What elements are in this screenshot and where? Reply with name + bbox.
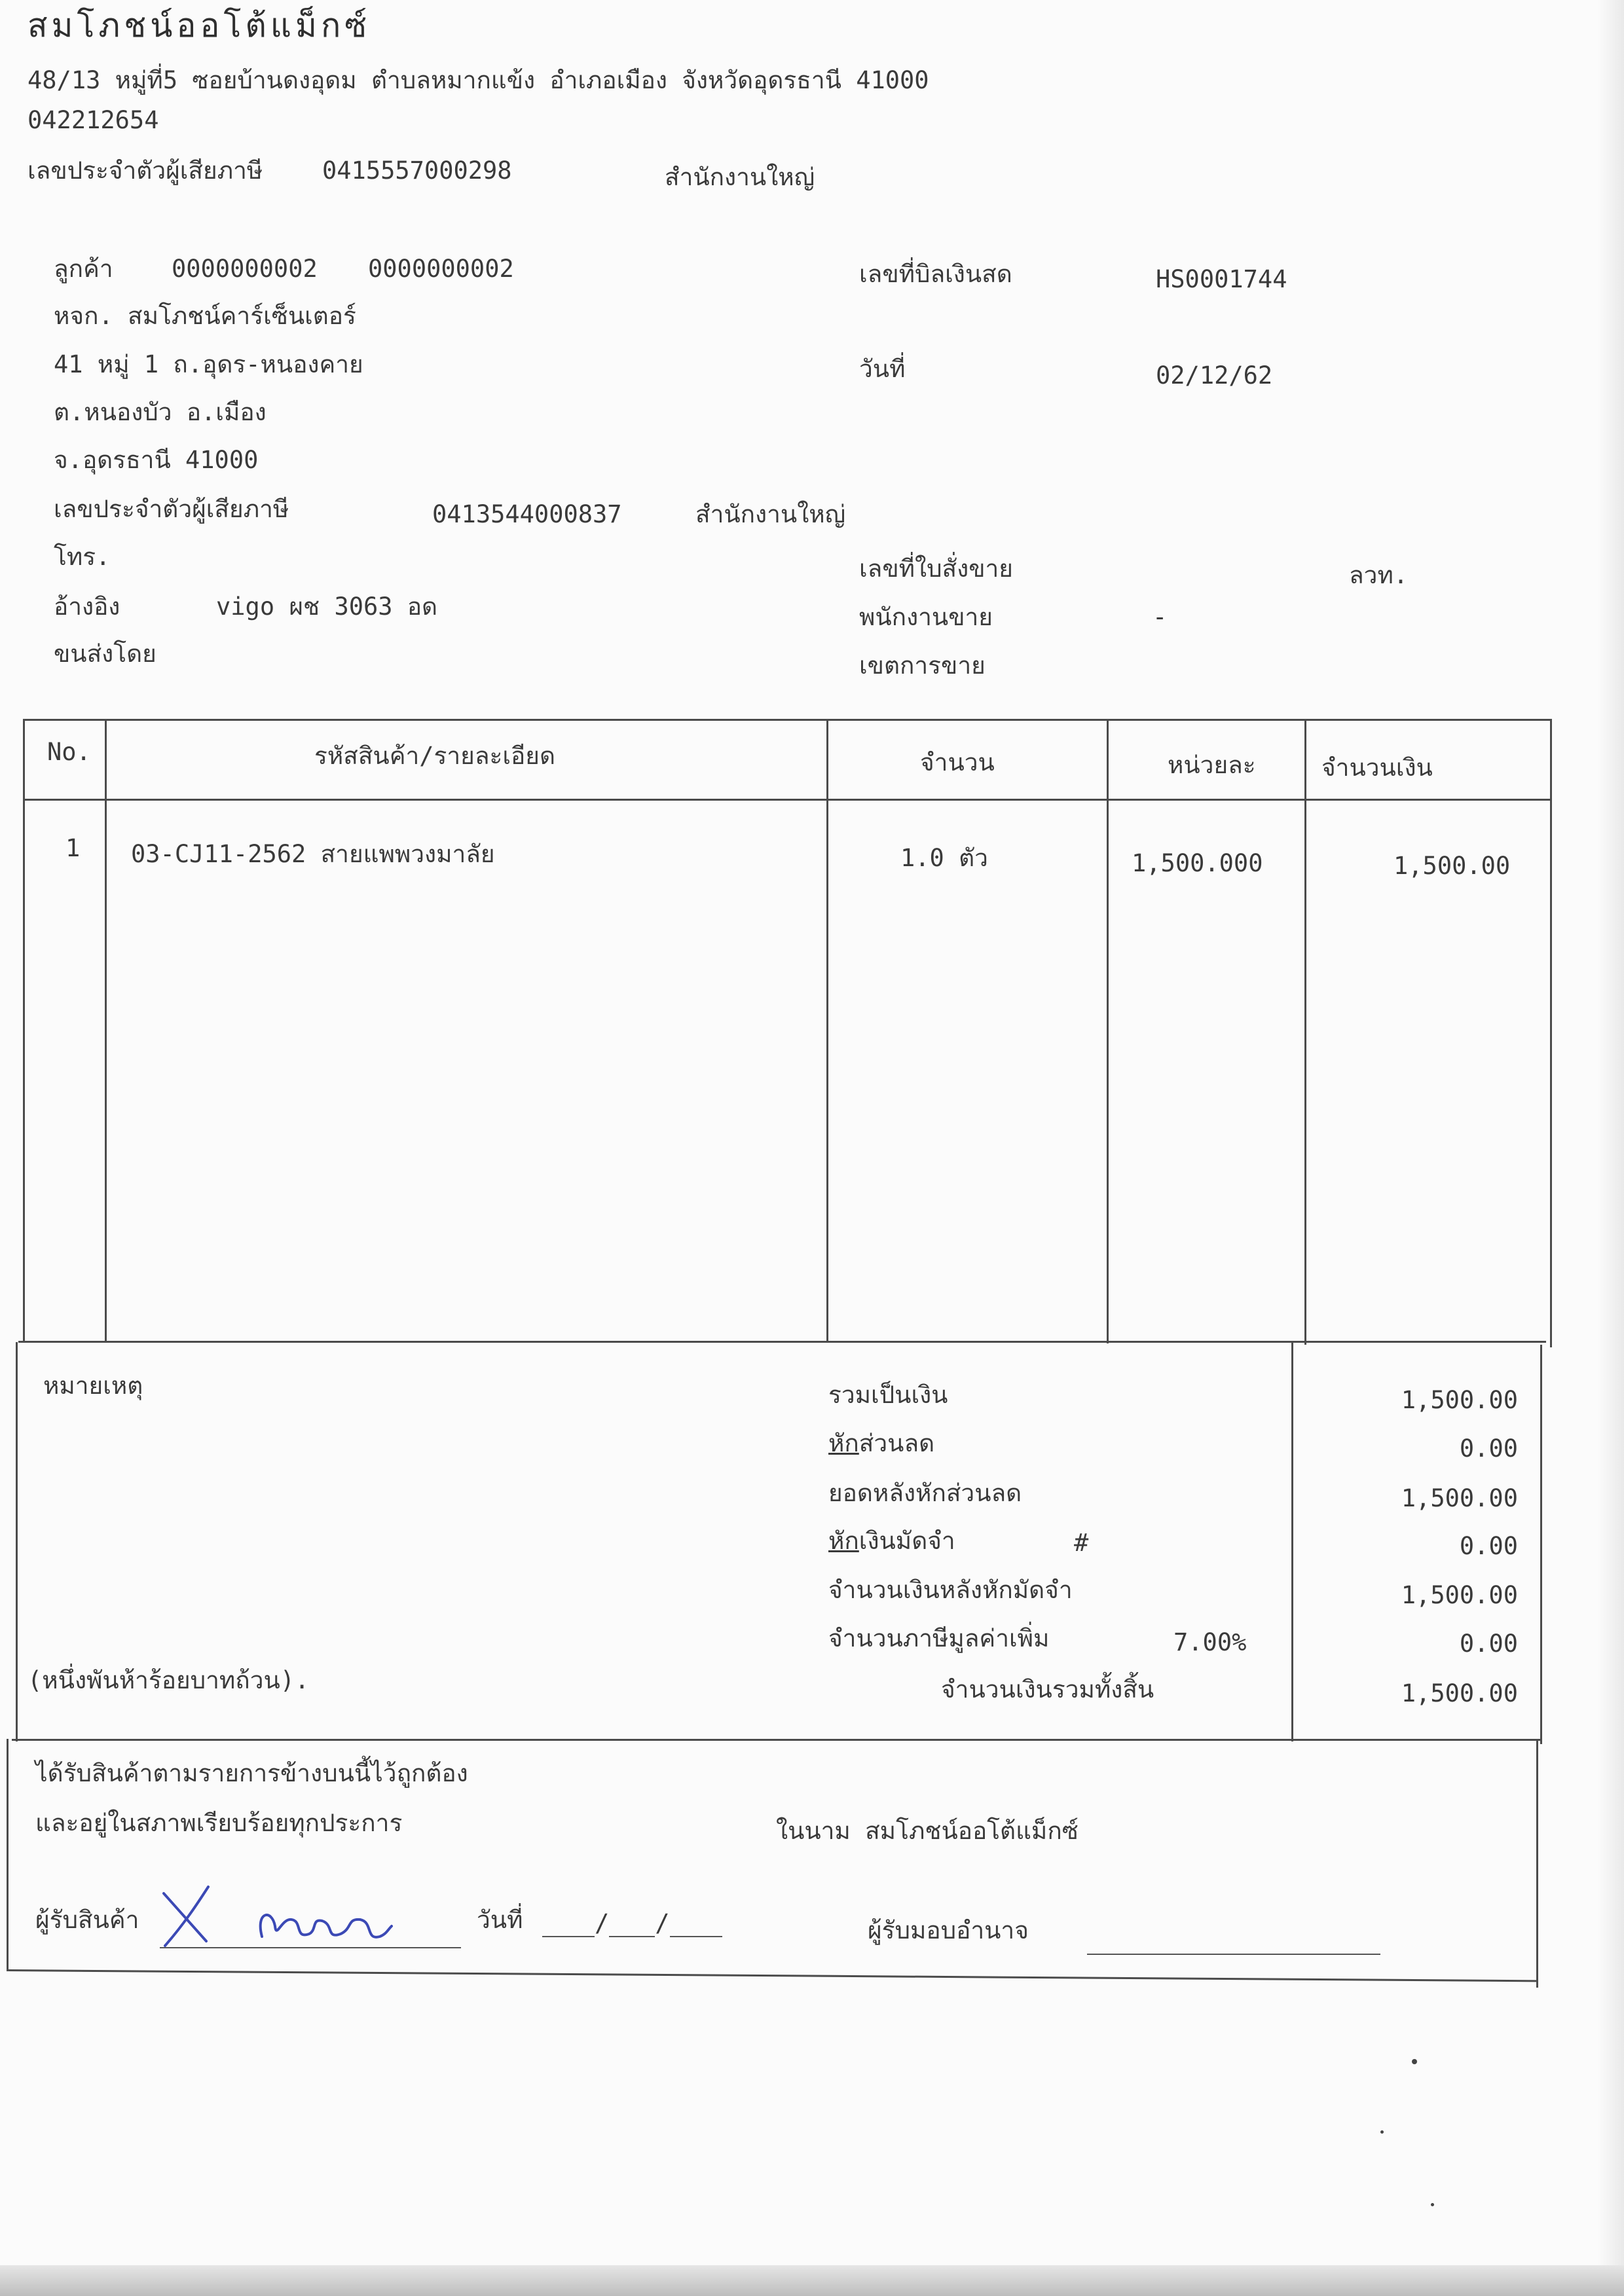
salesperson-value: - bbox=[1153, 603, 1168, 631]
summary-left-border bbox=[16, 1342, 18, 1741]
header-unit-price: หน่วยละ bbox=[1168, 751, 1256, 779]
table-col-divider-2 bbox=[826, 719, 828, 1342]
receive-date-year-blank bbox=[670, 1916, 722, 1937]
row-unit-price: 1,500.000 bbox=[1132, 849, 1263, 877]
deposit-label bbox=[828, 1529, 955, 1553]
customer-ref: vigo ผช 3063 อด bbox=[216, 592, 438, 621]
receive-date-day-blank bbox=[542, 1916, 595, 1937]
row-description: 03-CJ11-2562 สายแพพวงมาลัย bbox=[131, 840, 495, 868]
company-taxid-label: เลขประจำตัวผู้เสียภาษี bbox=[28, 156, 263, 185]
scan-speck bbox=[1412, 2059, 1417, 2064]
company-name: สมโภชน์ออโต้แม็กซ์ bbox=[28, 7, 371, 45]
receive-date-blanks: / / bbox=[542, 1909, 722, 1937]
customer-ship-label: ขนส่งโดย bbox=[54, 640, 157, 668]
deposit-label-prefix: หัก bbox=[828, 1527, 859, 1555]
scan-speck bbox=[1380, 2130, 1384, 2134]
deposit-label-text: เงินมัดจำ bbox=[858, 1527, 955, 1555]
invoice-number-label: เลขที่บิลเงินสด bbox=[859, 260, 1012, 288]
customer-name: หจก. สมโภชน์คาร์เซ็นเตอร์ bbox=[54, 302, 356, 330]
company-branch: สำนักงานใหญ่ bbox=[665, 163, 815, 191]
company-phone: 042212654 bbox=[28, 106, 159, 134]
remark-label: หมายเหตุ bbox=[43, 1372, 143, 1400]
row-no: 1 bbox=[65, 834, 81, 862]
vat-rate: 7.00% bbox=[1173, 1628, 1247, 1656]
total-label: จำนวนเงินรวมทั้งสิ้น bbox=[941, 1675, 1154, 1704]
amount-in-words: (หนึ่งพันห้าร้อยบาทถ้วน). bbox=[28, 1666, 310, 1694]
table-col-divider-4 bbox=[1304, 719, 1306, 1345]
summary-col-divider bbox=[1291, 1342, 1293, 1741]
receiver-label: ผู้รับสินค้า bbox=[35, 1906, 139, 1934]
sales-order-label: เลขที่ใบสั่งขาย bbox=[859, 555, 1013, 583]
scan-speck bbox=[1431, 2203, 1434, 2206]
invoice-number: HS0001744 bbox=[1156, 265, 1287, 293]
after-discount-label: ยอดหลังหักส่วนลด bbox=[828, 1479, 1022, 1507]
total-value: 1,500.00 bbox=[1401, 1679, 1518, 1707]
footer-bottom-border bbox=[7, 1969, 1538, 1982]
deposit-hash: # bbox=[1074, 1529, 1089, 1557]
receive-date-label: วันที่ bbox=[477, 1906, 523, 1934]
authorized-signature-line bbox=[1087, 1934, 1380, 1955]
header-no: No. bbox=[47, 738, 91, 766]
table-left-border bbox=[23, 719, 25, 1341]
table-right-border bbox=[1550, 719, 1552, 1347]
company-taxid: 0415557000298 bbox=[322, 156, 512, 185]
customer-address-1: 41 หมู่ 1 ถ.อุดร-หนองคาย bbox=[54, 350, 363, 378]
customer-code-2: 0000000002 bbox=[368, 255, 514, 283]
vat-value: 0.00 bbox=[1459, 1630, 1518, 1658]
on-behalf-of: ในนาม สมโภชน์ออโต้แม็กซ์ bbox=[776, 1817, 1079, 1845]
header-amount: จำนวนเงิน bbox=[1321, 754, 1433, 782]
sales-area-label: เขตการขาย bbox=[859, 651, 986, 680]
customer-taxid-label: เลขประจำตัวผู้เสียภาษี bbox=[54, 495, 289, 523]
sales-order-suffix: ลวท. bbox=[1349, 561, 1409, 589]
subtotal-value: 1,500.00 bbox=[1401, 1386, 1518, 1414]
table-col-divider-3 bbox=[1107, 719, 1109, 1343]
after-deposit-label: จำนวนเงินหลังหักมัดจำ bbox=[828, 1576, 1073, 1604]
row-amount: 1,500.00 bbox=[1393, 852, 1511, 880]
footer-right-border bbox=[1536, 1739, 1538, 1988]
after-discount-value: 1,500.00 bbox=[1401, 1484, 1518, 1512]
header-quantity: จำนวน bbox=[920, 748, 995, 776]
table-top-border bbox=[24, 719, 1552, 721]
authorized-label: ผู้รับมอบอำนาจ bbox=[868, 1916, 1029, 1944]
discount-value: 0.00 bbox=[1459, 1434, 1518, 1463]
received-line-1: ได้รับสินค้าตามรายการข้างบนนี้ไว้ถูกต้อง bbox=[35, 1759, 468, 1787]
customer-ref-label: อ้างอิง bbox=[54, 592, 120, 621]
footer-left-border bbox=[7, 1739, 9, 1971]
customer-phone-label: โทร. bbox=[54, 543, 111, 571]
subtotal-label: รวมเป็นเงิน bbox=[828, 1381, 948, 1409]
received-line-2: และอยู่ในสภาพเรียบร้อยทุกประการ bbox=[35, 1809, 403, 1837]
deposit-value: 0.00 bbox=[1459, 1532, 1518, 1560]
after-deposit-value: 1,500.00 bbox=[1401, 1581, 1518, 1609]
table-col-divider-1 bbox=[105, 719, 107, 1341]
company-address: 48/13 หมู่ที่5 ซอยบ้านดงอุดม ตำบลหมากแข้ง อำเภอเมือง จังหวัดอุดรธานี 41000 bbox=[28, 66, 929, 94]
customer-label: ลูกค้า bbox=[54, 255, 113, 283]
discount-label-text: ส่วนลด bbox=[858, 1429, 935, 1457]
header-description: รหัสสินค้า/รายละเอียด bbox=[314, 742, 555, 770]
summary-right-border bbox=[1540, 1345, 1542, 1744]
customer-branch: สำนักงานใหญ่ bbox=[695, 500, 846, 528]
summary-bottom-border bbox=[12, 1739, 1541, 1741]
invoice-date: 02/12/62 bbox=[1156, 361, 1273, 390]
discount-label-prefix: หัก bbox=[828, 1429, 859, 1457]
vat-label: จำนวนภาษีมูลค่าเพิ่ม bbox=[828, 1624, 1050, 1652]
table-header-border bbox=[24, 799, 1552, 801]
customer-taxid: 0413544000837 bbox=[432, 500, 622, 528]
customer-address-2: ต.หนองบัว อ.เมือง bbox=[54, 398, 267, 426]
discount-label bbox=[828, 1431, 934, 1455]
customer-address-3: จ.อุดรธานี 41000 bbox=[54, 446, 259, 474]
scan-bottom-edge bbox=[0, 2265, 1624, 2296]
receiver-signature bbox=[157, 1879, 406, 1951]
scan-right-edge bbox=[1598, 0, 1624, 2296]
table-bottom-border bbox=[18, 1341, 1546, 1343]
customer-code-1: 0000000002 bbox=[172, 255, 318, 283]
receive-date-month-blank bbox=[609, 1916, 655, 1937]
row-quantity: 1.0 ตัว bbox=[900, 844, 988, 872]
invoice-date-label: วันที่ bbox=[859, 355, 906, 383]
salesperson-label: พนักงานขาย bbox=[859, 603, 993, 631]
